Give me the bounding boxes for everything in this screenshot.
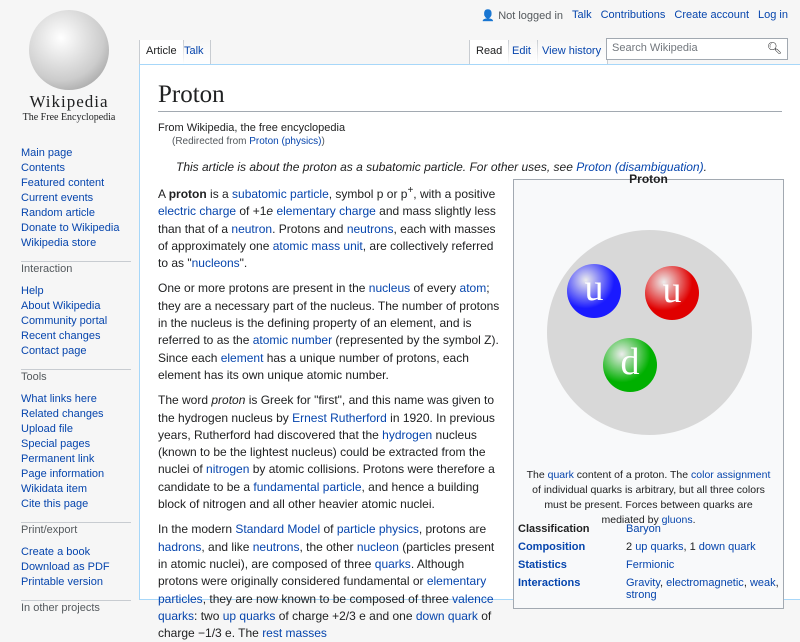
- paragraph: [158, 521, 503, 642]
- wiki-link[interactable]: hadrons: [158, 539, 202, 554]
- wiki-link[interactable]: quarks: [374, 556, 411, 571]
- text: ; they are a necessary part of the nucleus. The number of protons in the nucleus is the defining property of an element, and is referred to as the: [158, 281, 500, 348]
- sidebar-item-upload-file[interactable]: Upload file: [21, 423, 73, 435]
- sidebar-item-wikipedia-store[interactable]: Wikipedia store: [21, 237, 97, 249]
- text: by atomic collisions. Protons were therefore a candidate to be a: [158, 462, 495, 494]
- sidebar-item-random-article[interactable]: Random article: [21, 207, 95, 219]
- wiki-link[interactable]: nucleon: [356, 539, 399, 554]
- text: , each with masses of approximately one: [158, 221, 496, 253]
- up-quark-blue: u: [567, 264, 621, 318]
- text: ".: [239, 256, 248, 271]
- wiki-link[interactable]: color assignment: [691, 469, 771, 481]
- sidebar-item-contents[interactable]: Contents: [21, 162, 66, 174]
- sidebar-item-permanent-link[interactable]: Permanent link: [21, 453, 95, 465]
- infobox-key[interactable]: Statistics: [518, 559, 567, 571]
- paragraph: [158, 392, 503, 513]
- create-account-link[interactable]: Create account: [674, 9, 750, 21]
- logo-tagline: The Free Encyclopedia: [22, 112, 116, 123]
- wiki-link[interactable]: quark: [547, 469, 574, 481]
- wikipedia-logo[interactable]: [0, 0, 138, 125]
- wiki-link[interactable]: neutrons: [252, 539, 300, 554]
- text: , 1: [683, 541, 699, 553]
- infobox-title: Proton: [629, 172, 668, 186]
- sidebar-item-recent-changes[interactable]: Recent changes: [21, 330, 101, 342]
- hatnote-text: .: [703, 160, 707, 174]
- infobox: [513, 172, 784, 609]
- wiki-link[interactable]: weak: [749, 577, 776, 589]
- wiki-link[interactable]: Standard Model: [235, 522, 321, 537]
- text: . Protons and: [272, 221, 347, 236]
- page-title: Proton: [158, 81, 782, 112]
- personal-tools: [481, 9, 788, 22]
- search-input[interactable]: [606, 38, 788, 60]
- sidebar-item-create-a-book[interactable]: Create a book: [21, 546, 91, 558]
- sidebar-item-related-changes[interactable]: Related changes: [21, 408, 104, 420]
- paragraph: [158, 182, 503, 272]
- quark-diagram: [547, 230, 752, 435]
- wiki-link[interactable]: gluons: [661, 514, 693, 526]
- italic-text: proton: [211, 393, 246, 408]
- not-logged-in-label: Not logged in: [498, 10, 564, 22]
- text: , they are now known to be composed of three: [202, 591, 453, 606]
- text: The word: [158, 393, 212, 408]
- italic-text: e: [266, 204, 274, 219]
- wiki-link[interactable]: valence quarks: [158, 591, 494, 623]
- text: . Although protons were originally considered fundamental or: [158, 556, 465, 589]
- up-quark-red: u: [645, 266, 699, 320]
- text: ,: [660, 577, 667, 589]
- text: , with a positive: [413, 187, 496, 201]
- sidebar-item-help[interactable]: Help: [21, 285, 44, 297]
- sidebar-item-current-events[interactable]: Current events: [21, 192, 94, 204]
- infobox-value: [626, 557, 783, 575]
- sidebar-heading-tools: Tools: [21, 369, 131, 386]
- sidebar-item-donate-to-wikipedia[interactable]: Donate to Wikipedia: [21, 222, 120, 234]
- sidebar-item-download-as-pdf[interactable]: Download as PDF: [21, 561, 110, 573]
- text: of charge +2/3 e and one: [275, 608, 416, 623]
- text: of: [320, 522, 337, 537]
- wiki-link[interactable]: Gravity: [626, 577, 661, 589]
- wiki-link[interactable]: Fermionic: [626, 559, 675, 571]
- disambiguation-link[interactable]: Proton (disambiguation): [576, 160, 704, 174]
- text: In the modern: [158, 522, 236, 537]
- text: The: [526, 469, 548, 481]
- wiki-link[interactable]: atom: [459, 281, 487, 296]
- wiki-link[interactable]: hydrogen: [382, 427, 433, 442]
- text: of every: [410, 281, 460, 296]
- text: in 1920. In previous years, Rutherford had discovered that the: [158, 410, 495, 442]
- sidebar-item-page-information[interactable]: Page information: [21, 468, 105, 480]
- contributions-link[interactable]: Contributions: [600, 9, 666, 21]
- sidebar-item-printable-version[interactable]: Printable version: [21, 576, 103, 588]
- text: and mass slightly less than that of a: [158, 204, 496, 236]
- text: of +1: [236, 204, 267, 219]
- infobox-row: [518, 557, 783, 575]
- tab-edit[interactable]: Edit: [506, 40, 538, 64]
- wiki-link[interactable]: atomic mass unit: [272, 238, 363, 253]
- text: of charge −1/3 e. The: [158, 608, 492, 641]
- infobox-value: [626, 539, 783, 557]
- sidebar-heading-other: In other projects: [21, 600, 131, 617]
- globe-icon: [29, 10, 109, 90]
- not-logged-in: [481, 9, 563, 22]
- paragraph: [158, 280, 503, 384]
- redirect-text: (Redirected from: [172, 136, 250, 147]
- wiki-link[interactable]: electric charge: [158, 204, 237, 219]
- wiki-link[interactable]: fundamental particle: [253, 479, 362, 494]
- infobox-value: [626, 575, 783, 603]
- text: , and hence a building block of nitrogen and all other heavier atomic nuclei.: [158, 479, 479, 512]
- text: (represented by the symbol Z). Since each: [158, 333, 499, 365]
- text: is a: [206, 187, 233, 201]
- sidebar-item-wikidata-item[interactable]: Wikidata item: [21, 483, 88, 495]
- wiki-link[interactable]: nucleons: [191, 256, 240, 271]
- text: , are collectively referred to as ": [158, 238, 494, 271]
- text: , the other: [299, 539, 357, 554]
- infobox-key: Classification: [518, 523, 590, 535]
- search-icon[interactable]: 🔍︎: [766, 41, 782, 55]
- wiki-link[interactable]: up quarks: [222, 608, 276, 623]
- wiki-link[interactable]: neutron: [231, 221, 273, 236]
- wiki-link[interactable]: neutrons: [346, 221, 394, 236]
- infobox-table: [518, 521, 783, 603]
- sidebar-item-contact-page[interactable]: Contact page: [21, 345, 87, 357]
- text: A: [158, 187, 169, 201]
- sidebar-item-main-page[interactable]: Main page: [21, 147, 73, 159]
- wiki-link[interactable]: nucleus: [368, 281, 411, 296]
- text: content of a proton. The: [573, 469, 692, 481]
- wiki-link[interactable]: particle physics: [336, 522, 419, 537]
- content: [139, 64, 800, 641]
- hatnote-text: This article is about the proton as a subatomic particle. For other uses, see: [176, 160, 577, 174]
- text: has a unique number of protons, each element has its own unique atomic number.: [158, 350, 469, 382]
- text: ,: [775, 577, 779, 589]
- sidebar-item-featured-content[interactable]: Featured content: [21, 177, 105, 189]
- wiki-link[interactable]: Ernest Rutherford: [292, 410, 387, 425]
- tab-talk[interactable]: Talk: [178, 40, 211, 64]
- sidebar-heading-print: Print/export: [21, 522, 131, 539]
- infobox-key[interactable]: Interactions: [518, 577, 581, 589]
- wiki-link[interactable]: rest masses: [262, 626, 327, 641]
- user-icon: 👤: [481, 10, 496, 22]
- wiki-link[interactable]: atomic number: [252, 333, 333, 348]
- text: 2: [626, 541, 636, 553]
- text: is Greek for "first", and this name was given to the hydrogen nucleus by: [158, 393, 495, 425]
- text: nucleus (known to be the lightest nucleus) could be extracted from the nuclei of: [158, 427, 486, 477]
- infobox-caption: [522, 468, 775, 528]
- sidebar-heading-interaction: Interaction: [21, 261, 131, 278]
- infobox-row: [518, 539, 783, 557]
- infobox-key[interactable]: Composition: [518, 541, 586, 553]
- sidebar: [21, 146, 131, 623]
- wiki-link[interactable]: elementary charge: [276, 204, 376, 219]
- infobox-value: [626, 521, 783, 539]
- text: .: [692, 514, 696, 526]
- sidebar-item-community-portal[interactable]: Community portal: [21, 315, 108, 327]
- text: One or more protons are present in the: [158, 281, 369, 296]
- tab-view-history[interactable]: View history: [536, 40, 608, 64]
- text: , and like: [201, 539, 253, 554]
- redirect-text: ): [321, 136, 325, 147]
- log-in-link[interactable]: Log in: [758, 9, 788, 21]
- site-sub: From Wikipedia, the free encyclopedia: [158, 122, 346, 134]
- sidebar-item-cite-this-page[interactable]: Cite this page: [21, 498, 89, 510]
- infobox-row: [518, 575, 783, 603]
- redirect-link[interactable]: Proton (physics): [249, 136, 322, 147]
- text: (particles present in atomic nuclei), are composed of three: [158, 539, 495, 571]
- wiki-link[interactable]: down quark: [698, 541, 756, 553]
- wiki-link[interactable]: element: [220, 350, 264, 365]
- bold-text: proton: [168, 187, 207, 201]
- text: , protons are: [418, 522, 487, 537]
- tab-article[interactable]: Article: [139, 40, 184, 64]
- search-placeholder: Search Wikipedia: [612, 42, 698, 54]
- sidebar-item-special-pages[interactable]: Special pages: [21, 438, 91, 450]
- wiki-link[interactable]: strong: [626, 589, 657, 601]
- talk-link[interactable]: Talk: [572, 9, 592, 21]
- wiki-link[interactable]: elementary particles: [158, 574, 487, 606]
- text: of individual quarks is arbitrary, but all three colors must be present. Forces between quarks are mediated by: [532, 484, 765, 526]
- infobox-row: [518, 521, 783, 539]
- wiki-link[interactable]: nitrogen: [206, 462, 250, 477]
- text: , symbol p or p: [328, 187, 408, 201]
- sidebar-item-what-links-here[interactable]: What links here: [21, 393, 97, 405]
- text: : two: [194, 608, 223, 623]
- superscript: +: [407, 185, 414, 196]
- logo-wordmark: Wikipedia: [29, 92, 109, 111]
- redirect-note: [172, 136, 782, 147]
- wiki-link[interactable]: Baryon: [626, 523, 661, 535]
- text: ,: [743, 577, 750, 589]
- tab-read[interactable]: Read: [469, 40, 509, 64]
- wiki-link[interactable]: up quarks: [635, 541, 684, 553]
- wiki-link[interactable]: down quark: [415, 608, 478, 623]
- sidebar-item-about-wikipedia[interactable]: About Wikipedia: [21, 300, 101, 312]
- wiki-link[interactable]: electromagnetic: [666, 577, 744, 589]
- wiki-link[interactable]: subatomic particle: [232, 187, 329, 201]
- down-quark-green: d: [603, 338, 657, 392]
